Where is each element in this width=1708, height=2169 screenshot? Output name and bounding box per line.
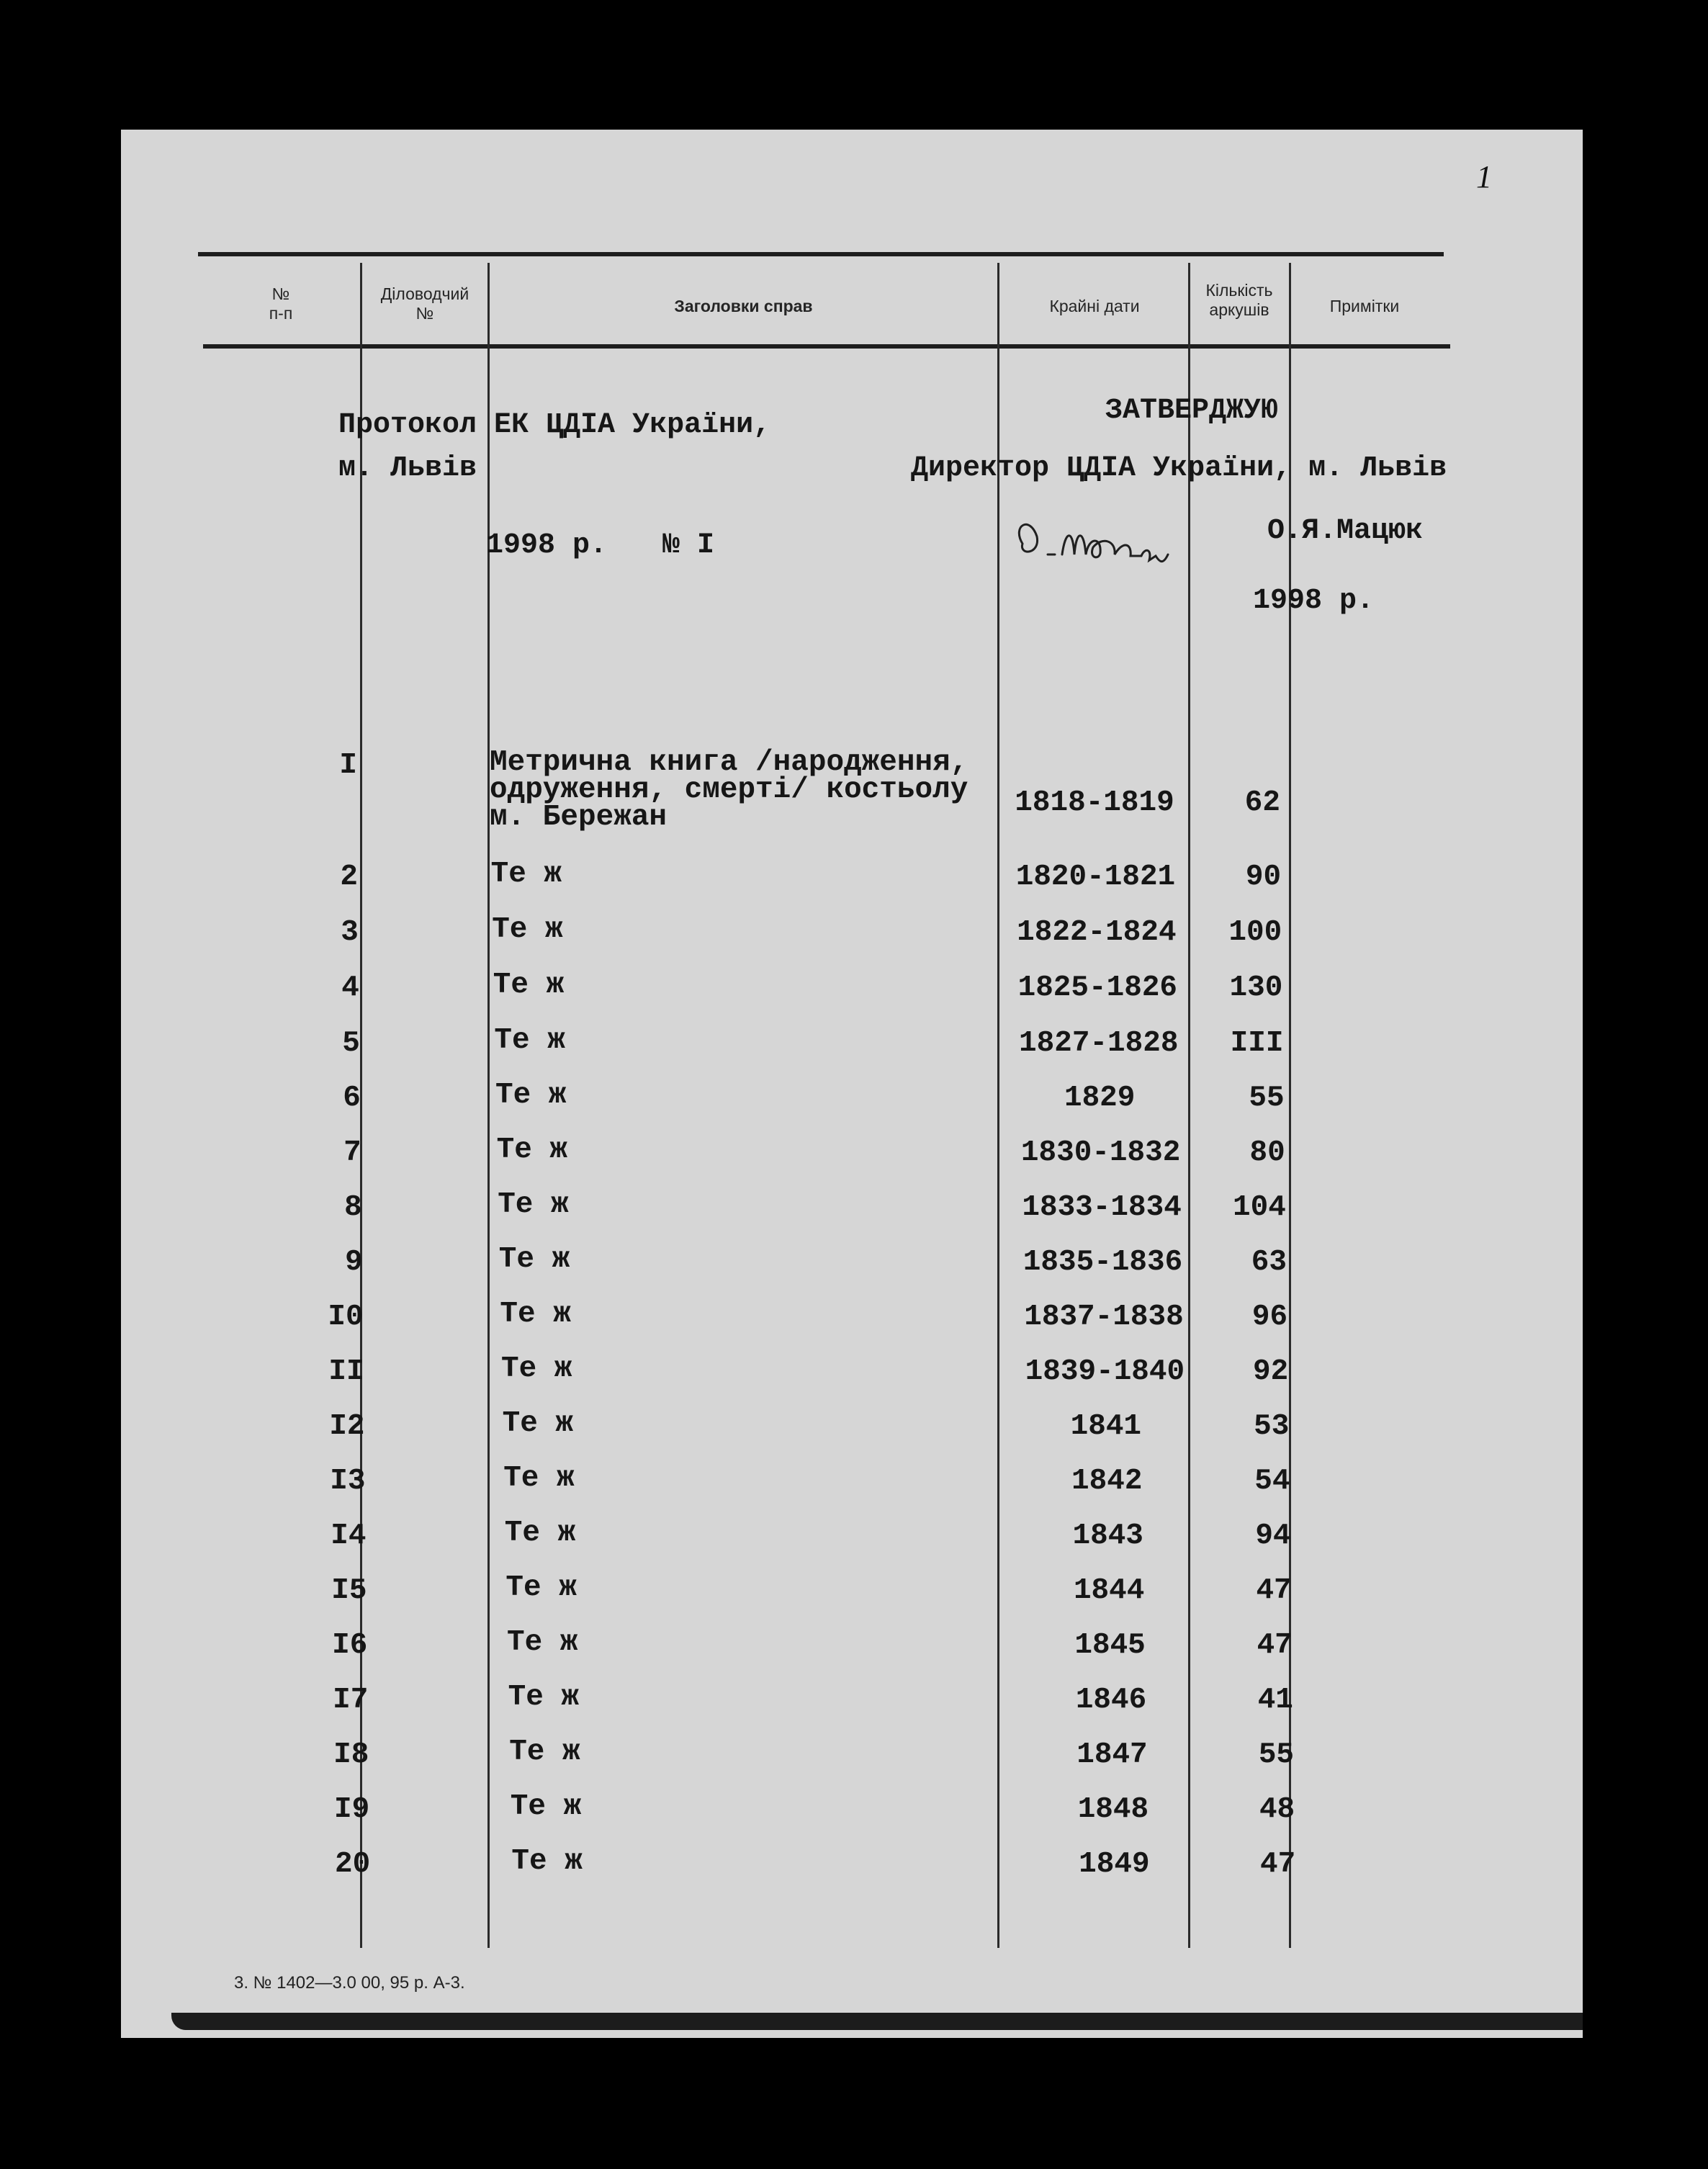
row-title: Те ж	[504, 1517, 576, 1550]
row-title: Те ж	[495, 1079, 567, 1112]
row-title: Те ж	[490, 858, 562, 891]
top-rule	[198, 252, 1444, 256]
protocol-year: 1998 р.	[486, 529, 608, 562]
row-dates: 1833-1834	[1022, 1191, 1182, 1224]
row-dates: 1846	[1075, 1684, 1147, 1717]
approval-year: 1998 р.	[1253, 585, 1375, 617]
row-sheets: 96	[1251, 1301, 1288, 1334]
row-dates: 1820-1821	[1015, 861, 1176, 894]
row-number: 8	[344, 1191, 362, 1224]
row-sheets: 104	[1233, 1191, 1286, 1224]
row-title: Те ж	[500, 1298, 571, 1331]
header-sheets: Кількість аркушів	[1205, 281, 1273, 319]
row-dates: 1825-1826	[1017, 971, 1178, 1005]
protocol-number: № I	[662, 529, 715, 562]
row-dates: 1829	[1064, 1082, 1136, 1115]
row-sheets: 62	[1244, 786, 1280, 819]
row-dates: 1839-1840	[1025, 1355, 1185, 1388]
row-sheets: III	[1230, 1027, 1284, 1060]
row-title: Те ж	[498, 1188, 569, 1221]
row-sheets: 90	[1245, 861, 1282, 894]
row-number: I7	[333, 1684, 369, 1717]
approval-name: О.Я.Мацюк	[1267, 515, 1424, 547]
row-number: I0	[328, 1301, 364, 1334]
row-number: I8	[333, 1738, 369, 1771]
approval-title: ЗАТВЕРДЖУЮ	[1105, 395, 1279, 427]
row-number: 20	[335, 1848, 371, 1881]
row-sheets: 48	[1259, 1793, 1295, 1826]
row-title: Те ж	[505, 1571, 577, 1604]
row-sheets: 47	[1260, 1848, 1296, 1881]
row-sheets: 41	[1257, 1684, 1293, 1717]
page-number: 1	[1476, 159, 1492, 194]
row-dates: 1830-1832	[1020, 1136, 1181, 1169]
header-notes: Примітки	[1329, 297, 1400, 315]
row-number: 6	[343, 1082, 361, 1115]
row-number: I9	[334, 1793, 370, 1826]
row-number: I5	[331, 1574, 367, 1607]
row-title: Те ж	[493, 969, 565, 1002]
row-dates: 1818-1819	[1015, 786, 1174, 819]
row-title: Те ж	[496, 1133, 568, 1167]
row-number: 3	[341, 916, 359, 949]
row-title: Те ж	[511, 1845, 583, 1878]
row-sheets: 47	[1256, 1574, 1292, 1607]
row-dates: 1844	[1073, 1574, 1145, 1607]
col-line-2	[487, 263, 490, 1948]
row-title: Те ж	[508, 1681, 580, 1714]
row-sheets: 92	[1252, 1355, 1289, 1388]
row-title: Те ж	[494, 1024, 565, 1057]
row-number: I2	[329, 1410, 365, 1443]
form-code: 3. № 1402—3.0 00, 95 р. А-3.	[234, 1973, 465, 1993]
signature	[1008, 504, 1181, 580]
header-no: № п-п	[269, 284, 293, 323]
row-dates: 1843	[1072, 1519, 1143, 1553]
row-sheets: 63	[1251, 1246, 1287, 1279]
row-title: Те ж	[502, 1407, 574, 1440]
row-number: I3	[330, 1465, 366, 1498]
row-title: Те ж	[492, 913, 563, 946]
row-dates: 1822-1824	[1017, 916, 1177, 949]
row-number: 9	[345, 1246, 363, 1279]
protocol-line2: м. Львів	[338, 452, 477, 485]
row-number: I	[339, 749, 357, 782]
row-title: Те ж	[498, 1243, 570, 1276]
row-title: Те ж	[503, 1462, 575, 1495]
row-dates: 1849	[1079, 1848, 1150, 1881]
header-clerk-no: Діловодчий №	[380, 284, 469, 323]
row-number: I6	[332, 1629, 368, 1662]
row-dates: 1848	[1077, 1793, 1149, 1826]
row-title: Те ж	[507, 1626, 578, 1659]
row-number: II	[328, 1355, 364, 1388]
row-dates: 1847	[1077, 1738, 1148, 1771]
row-number: 5	[342, 1027, 360, 1060]
row-title: Те ж	[501, 1352, 572, 1386]
header-bottom-rule	[203, 344, 1450, 349]
row-dates: 1827-1828	[1019, 1027, 1179, 1060]
row-sheets: 130	[1229, 971, 1283, 1005]
row-sheets: 80	[1249, 1136, 1285, 1169]
protocol-line1: Протокол ЕК ЦДІА України,	[338, 409, 771, 441]
row-sheets: 55	[1258, 1738, 1295, 1771]
approval-position: Директор ЦДІА України, м. Львів	[911, 452, 1447, 485]
row-sheets: 100	[1228, 916, 1282, 949]
row-number: 4	[341, 971, 359, 1005]
row-title: Те ж	[510, 1790, 582, 1823]
row-number: I4	[331, 1519, 367, 1553]
row-dates: 1841	[1070, 1410, 1142, 1443]
row-dates: 1835-1836	[1022, 1246, 1183, 1279]
row-sheets: 53	[1254, 1410, 1290, 1443]
row-sheets: 55	[1249, 1082, 1285, 1115]
row-dates: 1842	[1071, 1465, 1143, 1498]
header-dates: Крайні дати	[1049, 297, 1140, 315]
row-dates: 1845	[1074, 1629, 1146, 1662]
row-sheets: 94	[1255, 1519, 1291, 1553]
row-title: Метрична книга /народження, одруження, смерті/ костьолу м. Бережан	[490, 746, 968, 834]
header-titles: Заголовки справ	[674, 297, 813, 315]
row-dates: 1837-1838	[1024, 1301, 1184, 1334]
row-number: 2	[340, 861, 358, 894]
row-sheets: 54	[1254, 1465, 1290, 1498]
row-sheets: 47	[1257, 1629, 1293, 1662]
row-title: Те ж	[509, 1735, 580, 1769]
sheet-shadow	[171, 2013, 1583, 2030]
row-number: 7	[343, 1136, 361, 1169]
